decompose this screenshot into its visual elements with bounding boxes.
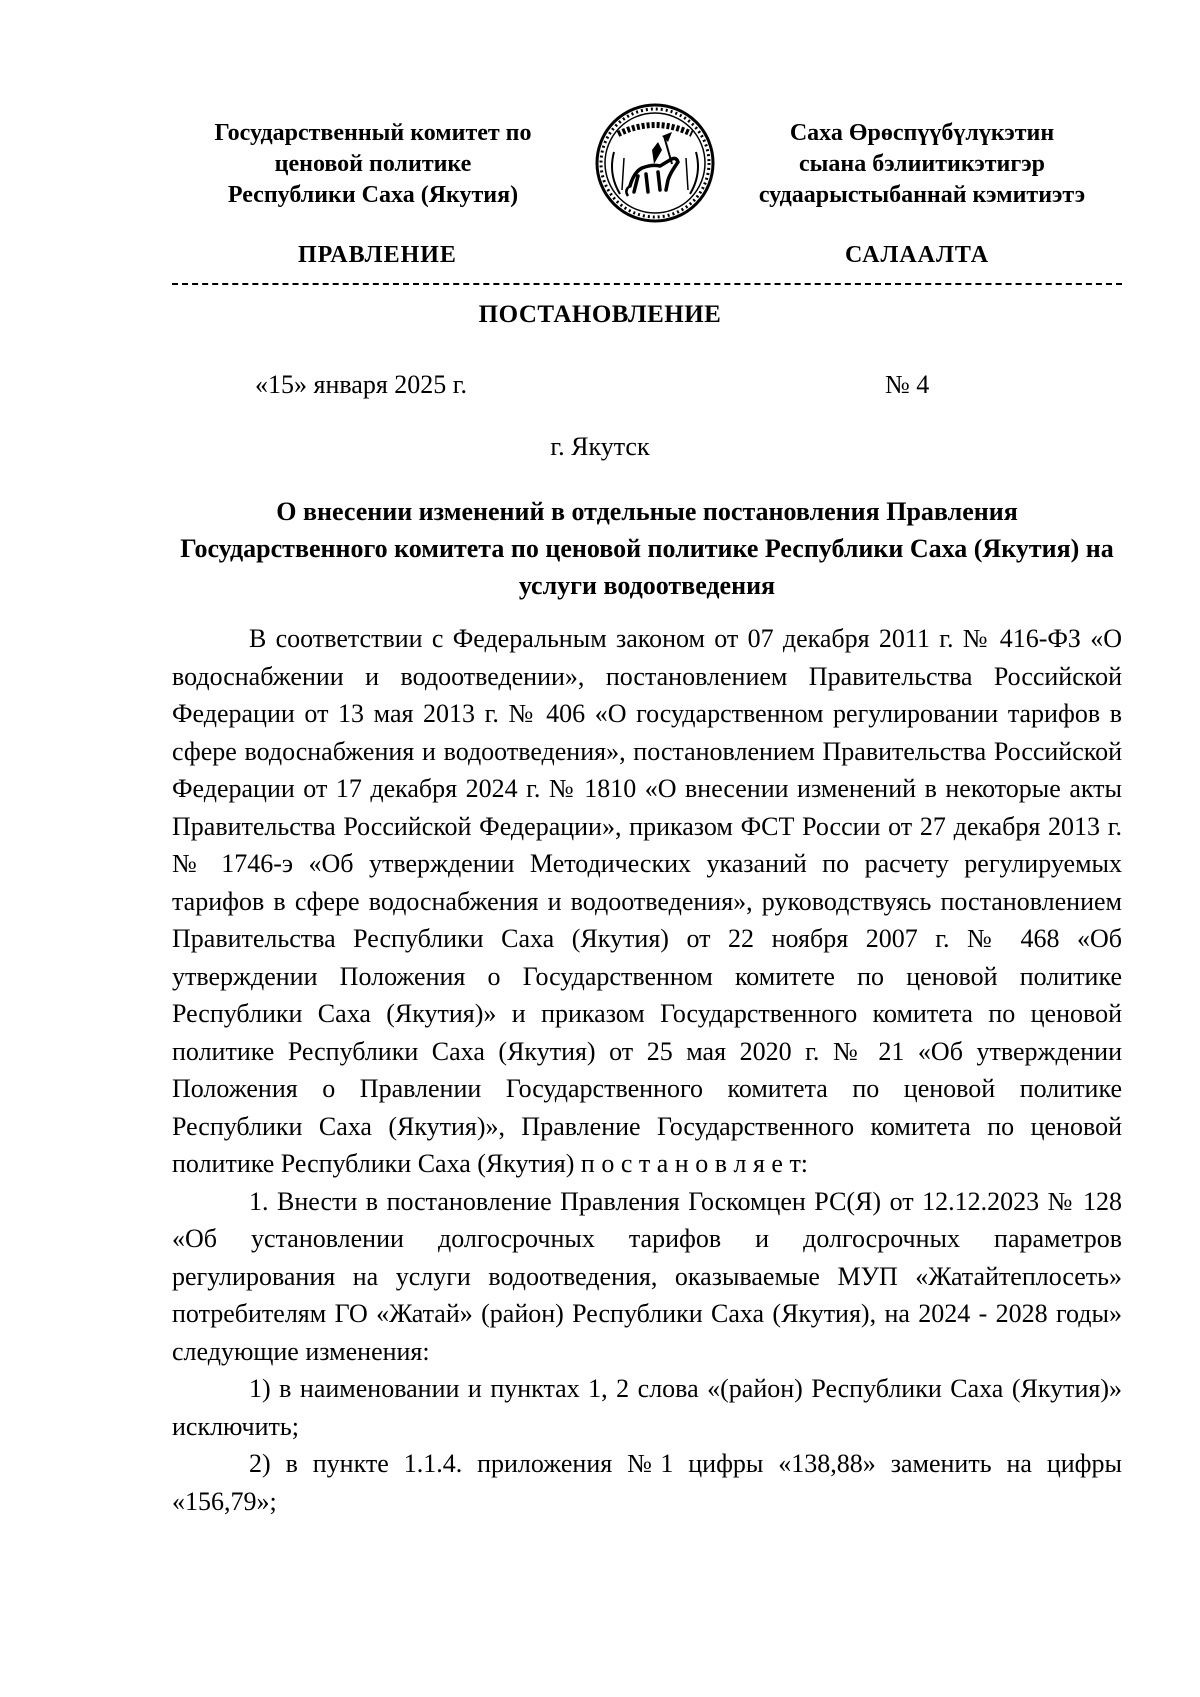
header-divider	[172, 283, 1122, 285]
header-right-org-name	[722, 118, 1122, 211]
header-right-line-3: судаарыстыбаннай кэмитиэтэ	[758, 182, 1086, 208]
document-body	[172, 620, 1122, 1520]
body-paragraph-subitem-1: 1) в наименовании и пунктах 1, 2 слова «(район) Республики Саха (Якутия)» исключить;	[172, 1374, 1122, 1441]
body-paragraph-item-1: 1. Внести в постановление Правления Госкомцен РС(Я) от 12.12.2023 № 128 «Об установлении долгосрочных тарифов и долгосрочных параметров регулирования на услуги водоотведения, оказываемые МУП «Жатайтеплосеть» потребителям ГО «Жатай» (район) Республики Саха (Якутия), на 2024 - 2028 годы» следующие изменения:	[172, 1186, 1122, 1366]
document-type-title: ПОСТАНОВЛЕНИЕ	[478, 301, 722, 328]
document-city: г. Якутск	[550, 432, 650, 461]
header-left-org-name	[178, 118, 568, 211]
header-left-line-1: Государственный комитет по	[214, 120, 532, 146]
header-left-line-3: Республики Саха (Якутия)	[227, 182, 519, 208]
document-date: «15» января 2025 г.	[255, 370, 468, 399]
coat-of-arms-emblem-icon	[594, 102, 716, 224]
document-heading: О внесении изменений в отдельные постановления Правления Государственного комитета по ценовой политике Республики Саха (Якутия) на услуги водоотведения	[180, 497, 1114, 600]
body-paragraph-preamble: В соответствии с Федеральным законом от 07 декабря 2011 г. № 416-ФЗ «О водоснабжении и водоотведении», постановлением Правительства Российской Федерации от 13 мая 2013 г. № 406 «О государственном регулировании тарифов в сфере водоснабжения и водоотведения», постановлением Правительства Российской Федерации от 17 декабря 2024 г. № 1810 «О внесении изменений в некоторые акты Правительства Российской Федерации», приказом ФСТ России от 27 декабря 2013 г. № 1746-э «Об утверждении Методических указаний по расчету регулируемых тарифов в сфере водоснабжения и водоотведения», руководствуясь постановлением Правительства Республики Саха (Якутия) от 22 ноября 2007 г. № 468 «Об утверждении Положения о Государственном комитете по ценовой политике Республики Саха (Якутия)» и приказом Государственного комитета по ценовой политике Республики Саха (Якутия) от 25 мая 2020 г. № 21 «Об утверждении Положения о Правлении Государственного комитета по ценовой политике Республики Саха (Якутия)», Правление Государственного комитета по ценовой политике Республики Саха (Якутия) п о с т а н о в л я е т:	[172, 624, 1122, 1178]
board-label-ru: ПРАВЛЕНИЕ	[298, 242, 457, 268]
header-right-line-2: сыана бэлиитикэтигэр	[798, 151, 1045, 177]
header-left-line-2: ценовой политике	[274, 151, 472, 177]
header-right-line-1: Саха Өрөспүүбүлүкэтин	[789, 120, 1055, 146]
body-paragraph-subitem-2: 2) в пункте 1.1.4. приложения №1 цифры «138,88» заменить на цифры «156,79»;	[172, 1449, 1122, 1516]
board-label-sakha: САЛААЛТА	[845, 242, 990, 268]
document-number: № 4	[885, 370, 930, 399]
